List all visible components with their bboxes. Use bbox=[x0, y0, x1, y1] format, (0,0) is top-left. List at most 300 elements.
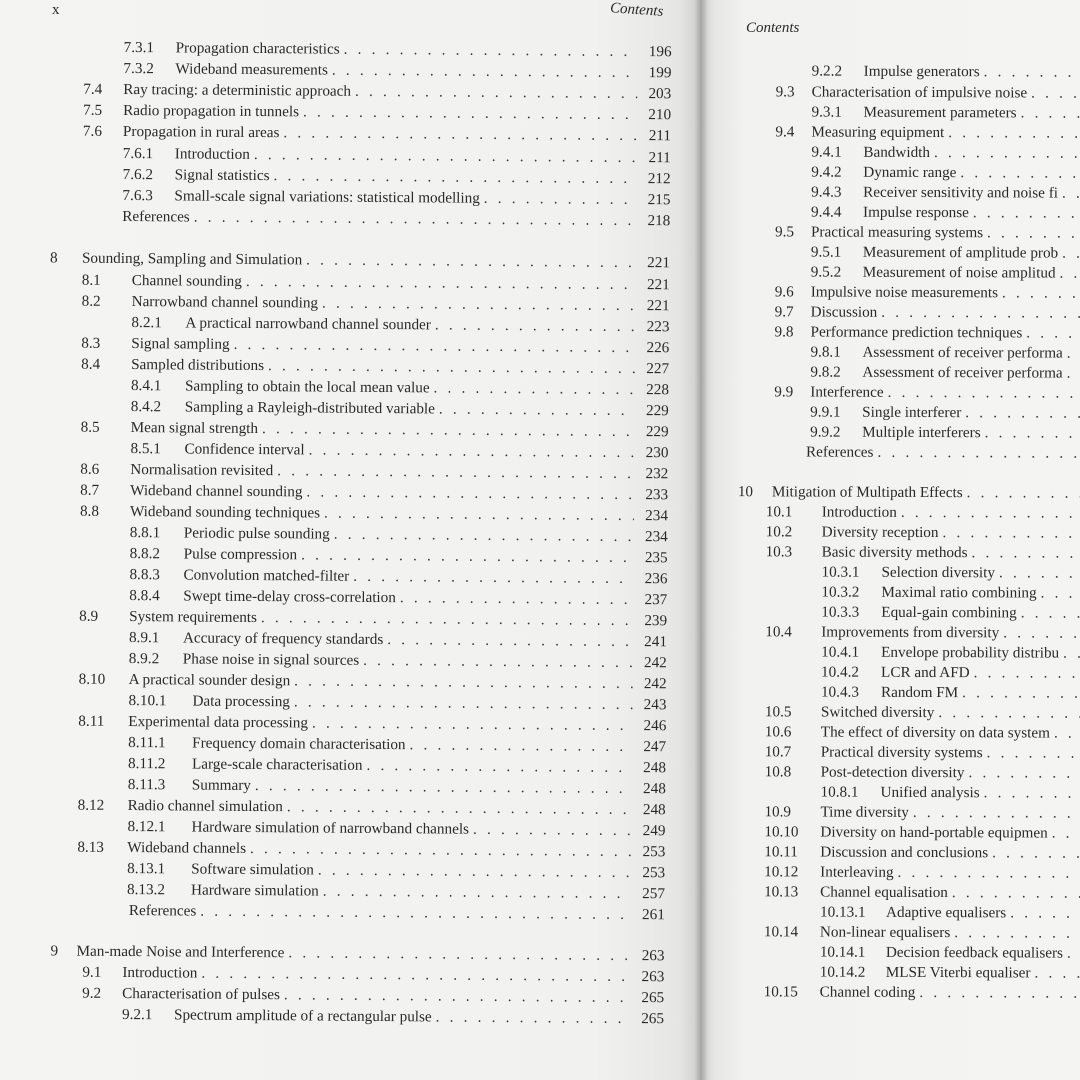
toc-entry bbox=[764, 862, 1080, 884]
leader-dots bbox=[323, 882, 631, 904]
toc-entry-number: 9.1 bbox=[82, 963, 102, 981]
leader-dots bbox=[1034, 963, 1080, 983]
toc-entry bbox=[775, 302, 1080, 324]
toc-entry bbox=[810, 362, 1080, 383]
toc-entry-number: 10.4.1 bbox=[821, 643, 860, 661]
toc-entry bbox=[131, 397, 669, 421]
toc-entry-number: 10.4 bbox=[765, 623, 792, 641]
leader-dots bbox=[312, 713, 632, 736]
leader-dots bbox=[1063, 644, 1080, 664]
leader-dots bbox=[306, 250, 636, 273]
toc-entry bbox=[774, 382, 1080, 404]
toc-entry-number: 8.2 bbox=[81, 292, 101, 310]
toc-entry-number: 8.9.2 bbox=[128, 650, 160, 668]
toc-entry-number: 9.9 bbox=[774, 383, 794, 401]
leader-dots bbox=[1026, 323, 1080, 343]
leader-dots bbox=[473, 820, 632, 841]
toc-entry-title: Measurement of amplitude prob bbox=[862, 243, 1059, 262]
toc-entry-title: Hardware simulation bbox=[190, 881, 319, 900]
leader-dots bbox=[294, 692, 633, 715]
leader-dots bbox=[1021, 603, 1080, 623]
leader-dots bbox=[255, 776, 632, 799]
toc-entry bbox=[820, 963, 1080, 984]
toc-entry-title: Swept time-delay cross-correlation bbox=[183, 587, 396, 607]
toc-entry-title: Measurement of noise amplitud bbox=[862, 263, 1056, 282]
leader-dots bbox=[919, 983, 1080, 1004]
leader-dots bbox=[324, 504, 634, 526]
toc-entry-title: Bandwidth bbox=[863, 143, 931, 162]
toc-entry-page: 211 bbox=[648, 149, 671, 167]
leader-dots bbox=[262, 419, 635, 442]
toc-entry-title: Non-linear equalisers bbox=[819, 923, 951, 942]
leader-dots bbox=[938, 703, 1080, 724]
toc-entry-title: Post-detection diversity bbox=[820, 763, 965, 782]
toc-entry-page: 211 bbox=[648, 127, 672, 145]
toc-entry-number: 9.4 bbox=[775, 123, 795, 141]
toc-entry-title: Propagation in rural areas bbox=[122, 122, 280, 142]
toc-entry-title: Time diversity bbox=[820, 803, 909, 821]
toc-entry-title: References bbox=[128, 902, 197, 920]
toc-entry bbox=[765, 702, 1080, 724]
toc-entry-number: 8.11.3 bbox=[127, 776, 166, 794]
toc-entry-page: 212 bbox=[647, 170, 671, 188]
leader-dots bbox=[301, 545, 634, 568]
toc-entry-page: 230 bbox=[645, 444, 669, 462]
toc-entry-number: 10.13 bbox=[764, 883, 799, 901]
toc-entry-title: Performance prediction techniques bbox=[810, 323, 1023, 342]
toc-entry-number: 8.4 bbox=[81, 355, 101, 373]
leader-dots bbox=[1052, 824, 1080, 844]
toc-entry bbox=[127, 880, 665, 904]
toc-entry-title: Channel sounding bbox=[131, 272, 242, 290]
toc-entry bbox=[130, 439, 668, 463]
toc-entry bbox=[811, 102, 1080, 123]
leader-dots bbox=[439, 399, 635, 421]
leader-dots bbox=[1067, 344, 1080, 364]
leader-dots bbox=[987, 223, 1080, 244]
toc-entry-number: 9.2.2 bbox=[811, 62, 843, 80]
toc-entry-title: Software simulation bbox=[191, 860, 314, 879]
toc-entry bbox=[821, 603, 1080, 624]
toc-entry-number: 8.9 bbox=[79, 607, 99, 625]
toc-entry-number: 8.11 bbox=[78, 712, 105, 730]
toc-entry-number: 8.10.1 bbox=[128, 692, 167, 710]
toc-entry-title: Assessment of receiver performa bbox=[862, 363, 1063, 382]
toc-entry-page: 229 bbox=[645, 423, 669, 441]
toc-entry-number: 9.6 bbox=[774, 283, 794, 301]
toc-entry-title: Data processing bbox=[192, 692, 290, 711]
toc-entry-number: 10.3.3 bbox=[821, 603, 860, 621]
leader-dots bbox=[344, 40, 638, 62]
leader-dots bbox=[954, 923, 1080, 944]
toc-entry bbox=[129, 565, 667, 589]
toc-entry-title: MLSE Viterbi equaliser bbox=[885, 963, 1031, 982]
toc-entry-title: Signal sampling bbox=[131, 335, 230, 353]
toc-entry bbox=[83, 122, 671, 147]
toc-entry-page: 248 bbox=[642, 780, 666, 798]
toc-entry-number: 9.3.1 bbox=[811, 103, 842, 121]
leader-dots bbox=[254, 145, 637, 168]
toc-entry-number: 8 bbox=[49, 249, 58, 267]
toc-entry-number: 10.9 bbox=[764, 803, 792, 821]
leader-dots bbox=[901, 503, 1080, 524]
leader-dots bbox=[984, 783, 1080, 804]
toc-entry-number: 10.14.1 bbox=[819, 943, 866, 961]
toc-entry bbox=[811, 142, 1080, 163]
leader-dots bbox=[288, 943, 630, 966]
toc-entry bbox=[129, 649, 667, 673]
toc-entry-title: Impulse generators bbox=[863, 62, 980, 81]
toc-entry-title: Diversity reception bbox=[821, 523, 939, 542]
toc-entry-number: 8.4.2 bbox=[130, 398, 162, 416]
toc-entry-title: Experimental data processing bbox=[128, 713, 309, 732]
leader-dots bbox=[898, 863, 1080, 884]
toc-entry-title: Mean signal strength bbox=[130, 419, 259, 438]
toc-entry bbox=[764, 822, 1080, 844]
toc-entry-number: 7.5 bbox=[83, 101, 103, 119]
toc-entry-number: 9.5.2 bbox=[810, 263, 842, 281]
toc-entry-number: 8.8.4 bbox=[129, 587, 160, 605]
toc-entry bbox=[810, 422, 1080, 443]
leader-dots bbox=[948, 123, 1080, 144]
leader-dots bbox=[400, 588, 634, 610]
toc-entry-page: 265 bbox=[641, 1010, 665, 1028]
leader-dots bbox=[1054, 724, 1080, 744]
toc-entry-title: Pulse compression bbox=[183, 545, 298, 564]
toc-entry-number: 9.2.1 bbox=[121, 1005, 153, 1024]
running-head-left: Contents bbox=[609, 0, 664, 20]
toc-entry bbox=[765, 762, 1080, 784]
toc-entry bbox=[821, 563, 1080, 584]
toc-entry-page: 215 bbox=[647, 191, 671, 209]
toc-entry-page: 239 bbox=[644, 612, 668, 630]
toc-entry-page: 210 bbox=[648, 106, 672, 124]
toc-entry-title: Dynamic range bbox=[863, 163, 957, 182]
running-head-right: Contents bbox=[746, 20, 800, 36]
toc-entry-title: Discussion bbox=[810, 303, 878, 321]
toc-entry-title: Channel coding bbox=[819, 983, 916, 1001]
toc-entry-title: Wideband channel sounding bbox=[130, 482, 303, 501]
toc-entry-page: 257 bbox=[642, 885, 666, 903]
toc-entry bbox=[775, 222, 1080, 244]
toc-entry-number: 9.4.2 bbox=[811, 163, 842, 181]
toc-entry-page: 265 bbox=[641, 989, 665, 1007]
toc-entry-number: 10.14 bbox=[763, 923, 799, 941]
toc-entry-number: 7.3.1 bbox=[123, 38, 155, 57]
toc-entry-page: 248 bbox=[642, 801, 666, 819]
toc-entry-title: Propagation characteristics bbox=[175, 39, 340, 58]
toc-entry-title: Wideband sounding techniques bbox=[129, 503, 321, 522]
toc-entry-number: 7.4 bbox=[83, 80, 103, 98]
toc-entry-title: Signal statistics bbox=[174, 166, 270, 185]
toc-entry-title: Hardware simulation of narrowband channels bbox=[191, 818, 470, 838]
toc-entry bbox=[127, 817, 665, 841]
leader-dots bbox=[985, 423, 1080, 444]
toc-entry-title: Periodic pulse sounding bbox=[183, 524, 330, 543]
page-folio: x bbox=[52, 2, 60, 18]
toc-entry-number: 9.5 bbox=[774, 223, 795, 241]
leader-dots bbox=[322, 294, 636, 316]
toc-entry-title: Radio channel simulation bbox=[127, 797, 283, 816]
toc-entry-title: Summary bbox=[191, 776, 251, 794]
toc-entry bbox=[775, 282, 1080, 304]
toc-entry-number: 8.5.1 bbox=[130, 440, 161, 458]
toc-entry-page: 236 bbox=[644, 570, 668, 588]
leader-dots bbox=[194, 208, 637, 231]
toc-entry-number: 7.6.3 bbox=[122, 186, 153, 205]
toc-entry-number: 10.2 bbox=[765, 523, 793, 541]
toc-entry-title: Narrowband channel sounding bbox=[131, 293, 319, 312]
leader-dots bbox=[1021, 103, 1080, 123]
leader-dots bbox=[967, 483, 1080, 504]
toc-entry-number: 9.4.1 bbox=[811, 143, 842, 161]
toc-entry-number: 8.13.1 bbox=[127, 860, 166, 878]
leader-dots bbox=[1041, 583, 1080, 603]
leader-dots bbox=[965, 403, 1080, 424]
toc-entry-title: Discussion and conclusions bbox=[820, 843, 989, 862]
toc-entry bbox=[811, 262, 1080, 283]
leader-dots bbox=[1062, 184, 1080, 204]
leader-dots bbox=[971, 543, 1080, 564]
toc-entry-number: 8.12 bbox=[77, 796, 105, 814]
leader-dots bbox=[952, 883, 1080, 904]
toc-entry bbox=[131, 313, 669, 337]
toc-entry-number: 10 bbox=[737, 483, 754, 501]
toc-entry bbox=[131, 376, 669, 400]
toc-entry-page: 248 bbox=[643, 759, 667, 777]
toc-entry-page: 253 bbox=[642, 843, 666, 861]
toc-entry bbox=[811, 242, 1080, 263]
leader-dots bbox=[435, 315, 636, 337]
leader-dots bbox=[409, 735, 632, 757]
toc-entry-number: 9.4.4 bbox=[811, 203, 842, 221]
toc-entry-number: 8.2.1 bbox=[131, 314, 162, 332]
toc-entry-page: 242 bbox=[643, 654, 667, 672]
leader-dots bbox=[353, 567, 633, 589]
toc-entry-title: Introduction bbox=[122, 963, 198, 982]
toc-entry-page: 228 bbox=[646, 381, 670, 399]
toc-entry bbox=[812, 61, 1080, 82]
toc-entry bbox=[810, 342, 1080, 363]
leader-dots bbox=[200, 902, 631, 925]
toc-entry-number: 10.3 bbox=[765, 543, 793, 561]
toc-entry-page: 237 bbox=[644, 591, 668, 609]
toc-entry-number: 10.4.2 bbox=[821, 663, 860, 681]
toc-entry-title: References bbox=[122, 207, 190, 226]
leader-dots bbox=[268, 356, 635, 379]
toc-entry-page: 242 bbox=[643, 675, 667, 693]
toc-entry bbox=[811, 162, 1080, 183]
leader-dots bbox=[1060, 264, 1080, 284]
leader-dots bbox=[1067, 944, 1080, 964]
toc-entry-page: 221 bbox=[646, 297, 670, 315]
toc-entry-number: 7.6.2 bbox=[122, 165, 154, 184]
toc-entry-number: 9.3 bbox=[775, 83, 795, 101]
leader-dots bbox=[987, 743, 1080, 764]
leader-dots bbox=[366, 756, 632, 778]
leader-dots bbox=[332, 61, 638, 83]
toc-entry-number: 10.6 bbox=[764, 723, 792, 741]
toc-entry bbox=[129, 901, 665, 925]
toc-entry-title: Practical measuring systems bbox=[810, 223, 984, 242]
toc-entry-title: Measurement parameters bbox=[863, 103, 1017, 122]
toc-entry bbox=[766, 522, 1080, 544]
toc-entry-title: Large-scale characterisation bbox=[191, 755, 363, 774]
toc-entry bbox=[775, 322, 1080, 344]
toc-entry-page: 221 bbox=[646, 276, 670, 294]
right-page bbox=[700, 0, 1080, 1080]
leader-dots bbox=[201, 964, 630, 987]
toc-entry bbox=[821, 663, 1080, 684]
toc-entry-number: 8.10 bbox=[78, 670, 106, 688]
toc-entry bbox=[738, 482, 1080, 504]
leader-dots bbox=[287, 797, 632, 820]
leader-dots bbox=[973, 203, 1080, 224]
leader-dots bbox=[999, 563, 1080, 583]
leader-dots bbox=[974, 663, 1080, 684]
toc-entry-page: 227 bbox=[646, 360, 670, 378]
toc-entry-title: Switched diversity bbox=[820, 703, 935, 722]
toc-entry-number: 7.6.1 bbox=[122, 144, 154, 163]
leader-dots bbox=[1031, 83, 1080, 103]
toc-entry-number: 8.1 bbox=[81, 271, 101, 289]
toc-entry bbox=[764, 842, 1080, 864]
toc-entry-page: 263 bbox=[641, 947, 665, 965]
toc-entry-number: 10.4.3 bbox=[820, 683, 859, 701]
leader-dots bbox=[273, 166, 636, 189]
toc-entry-page: 223 bbox=[646, 318, 670, 336]
toc-entry-title: Assessment of receiver performa bbox=[862, 343, 1063, 362]
toc-entry bbox=[776, 82, 1080, 104]
toc-entry-page: 235 bbox=[644, 549, 668, 567]
toc-entry-title: Sounding, Sampling and Simulation bbox=[81, 249, 303, 269]
toc-entry bbox=[129, 586, 667, 610]
toc-entry-number: 10.3.2 bbox=[821, 583, 860, 601]
toc-entry-page: 247 bbox=[643, 738, 667, 756]
toc-entry-number: 8.3 bbox=[81, 334, 101, 352]
toc-entry-title: Multiple interferers bbox=[862, 423, 981, 442]
toc-entry-number: 8.8 bbox=[79, 502, 100, 520]
leader-dots bbox=[934, 143, 1080, 164]
toc-entry-title: A practical sounder design bbox=[128, 671, 291, 690]
toc-entry-title: Introduction bbox=[821, 503, 897, 521]
toc-entry-title: Introduction bbox=[174, 145, 250, 163]
toc-entry-number: 10.1 bbox=[765, 503, 793, 521]
toc-entry bbox=[810, 402, 1080, 423]
toc-entry-number: 9.2 bbox=[82, 984, 102, 1002]
toc-entry-page: 232 bbox=[645, 465, 669, 483]
toc-entry-title: The effect of diversity on data system bbox=[820, 723, 1050, 742]
leader-dots bbox=[1067, 364, 1080, 384]
leader-dots bbox=[913, 803, 1080, 824]
leader-dots bbox=[436, 1007, 630, 1029]
leader-dots bbox=[284, 985, 630, 1008]
book-gutter bbox=[694, 0, 708, 1080]
toc-right-list bbox=[700, 0, 1080, 1080]
leader-dots bbox=[992, 843, 1080, 864]
toc-entry-number: 10.15 bbox=[763, 983, 798, 1001]
toc-entry bbox=[806, 442, 1080, 463]
toc-entry bbox=[765, 622, 1080, 644]
toc-entry-title: Interleaving bbox=[820, 863, 894, 881]
toc-entry-page: 234 bbox=[644, 528, 668, 546]
leader-dots bbox=[1010, 903, 1080, 923]
toc-entry-title: Selection diversity bbox=[881, 563, 996, 582]
toc-entry-title: Single interferer bbox=[862, 403, 962, 422]
toc-entry-page: 241 bbox=[644, 633, 668, 651]
leader-dots bbox=[1003, 623, 1080, 643]
toc-entry-number: 9.8.1 bbox=[810, 343, 841, 361]
toc-entry-title: Phase noise in signal sources bbox=[182, 650, 360, 669]
leader-dots bbox=[960, 163, 1080, 184]
toc-entry-number: 8.11.1 bbox=[128, 734, 166, 752]
toc-entry-title: Sampling to obtain the local mean value bbox=[184, 377, 430, 397]
toc-entry bbox=[128, 691, 666, 715]
toc-entry-page: 249 bbox=[642, 822, 666, 840]
toc-entry-number: 10.5 bbox=[764, 703, 792, 721]
toc-entry bbox=[821, 583, 1080, 604]
toc-entry-page: 253 bbox=[642, 864, 666, 882]
toc-entry-page: 196 bbox=[648, 43, 672, 61]
toc-entry-title: Adaptive equalisers bbox=[885, 903, 1007, 922]
toc-entry-number: 10.11 bbox=[764, 843, 798, 861]
toc-entry-title: Impulsive noise measurements bbox=[810, 283, 999, 302]
toc-entry-page: 261 bbox=[641, 906, 665, 924]
toc-entry-title: A practical narrowband channel sounder bbox=[185, 314, 431, 334]
leader-dots bbox=[877, 443, 1080, 464]
toc-entry bbox=[765, 742, 1080, 764]
leader-dots bbox=[303, 102, 637, 125]
toc-entry-title: Mitigation of Multipath Effects bbox=[771, 483, 963, 502]
toc-entry-page: 226 bbox=[646, 339, 670, 357]
toc-entry bbox=[128, 754, 666, 778]
toc-entry-number: 9.9.1 bbox=[810, 403, 841, 421]
toc-entry-number: 7.3.2 bbox=[123, 59, 154, 78]
toc-entry-number: 10.14.2 bbox=[819, 963, 866, 981]
toc-entry-title: Measuring equipment bbox=[811, 123, 945, 142]
toc-entry bbox=[820, 943, 1080, 964]
toc-entry-number: 8.5 bbox=[80, 418, 100, 436]
leader-dots bbox=[294, 671, 633, 694]
toc-entry-number: 8.13 bbox=[77, 838, 104, 856]
toc-entry-title: Normalisation revisited bbox=[130, 461, 274, 480]
leader-dots bbox=[250, 839, 631, 862]
leader-dots bbox=[1062, 244, 1080, 264]
toc-entry-number: 9.5.1 bbox=[810, 243, 842, 261]
toc-entry-number: 8.8.2 bbox=[129, 545, 161, 563]
toc-entry-title: Envelope probability distribu bbox=[881, 643, 1060, 662]
toc-entry-title: Maximal ratio combining bbox=[881, 583, 1037, 602]
toc-entry-title: Improvements from diversity bbox=[821, 623, 1000, 642]
toc-entry-title: Decision feedback equalisers bbox=[885, 943, 1064, 962]
toc-entry-title: Channel equalisation bbox=[820, 883, 948, 902]
toc-entry-title: Confidence interval bbox=[184, 440, 305, 459]
toc-entry bbox=[128, 733, 666, 757]
leader-dots bbox=[434, 378, 636, 400]
toc-entry-number: 9.4.3 bbox=[811, 183, 842, 201]
toc-entry-number: 8.11.2 bbox=[127, 755, 166, 773]
toc-entry bbox=[820, 783, 1080, 804]
toc-entry-title: Diversity on hand-portable equipmen bbox=[820, 823, 1048, 842]
toc-entry-page: 233 bbox=[645, 486, 669, 504]
leader-dots bbox=[283, 123, 637, 146]
toc-entry-title: Receiver sensitivity and noise fi bbox=[863, 183, 1059, 202]
toc-entry-page: 229 bbox=[645, 402, 669, 420]
toc-entry-page: 203 bbox=[648, 85, 672, 103]
toc-entry-page: 199 bbox=[648, 64, 672, 82]
toc-entry-number: 8.9.1 bbox=[128, 629, 160, 647]
toc-entry-number: 10.13.1 bbox=[819, 903, 866, 921]
